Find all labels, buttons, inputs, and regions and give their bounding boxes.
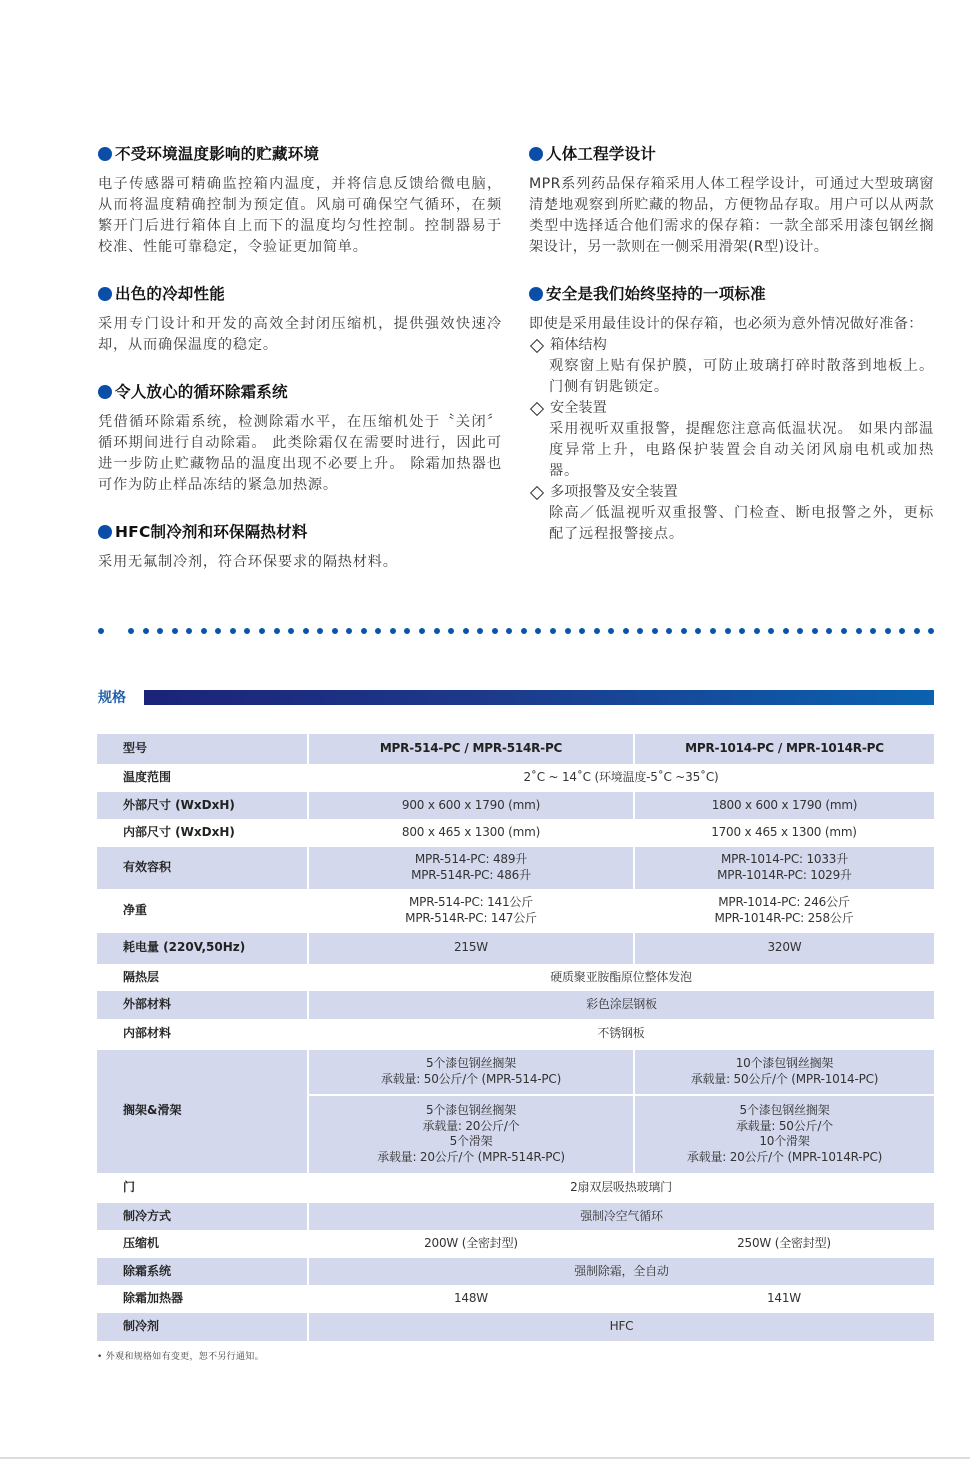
table-row-ext-dim bbox=[97, 792, 934, 820]
spec-table bbox=[97, 734, 934, 1341]
dot-icon bbox=[288, 628, 294, 634]
footnote: • 外观和规格如有变更，恕不另行通知。 bbox=[97, 1352, 264, 1362]
value-line: MPR-1014R-PC: 258公斤 bbox=[714, 910, 854, 925]
row-label: 搁架&滑架 bbox=[97, 1050, 308, 1173]
value-line: 承载量: 20公斤/个 bbox=[422, 1118, 520, 1133]
table-row-insulation bbox=[97, 964, 934, 992]
value-b: 141W bbox=[634, 1285, 934, 1313]
dot-icon bbox=[681, 628, 687, 634]
feature-hfc-refrigerant bbox=[98, 520, 502, 573]
row-label: 外部尺寸 (WxDxH) bbox=[97, 792, 308, 820]
value-line: 承载量: 50公斤/个 (MPR-514-PC) bbox=[380, 1071, 562, 1086]
features-right-column bbox=[529, 142, 934, 593]
bullet-icon bbox=[98, 525, 112, 539]
dot-icon bbox=[274, 628, 280, 634]
table-row-net-weight bbox=[97, 889, 934, 933]
table-row-door bbox=[97, 1173, 934, 1203]
dot-icon bbox=[434, 628, 440, 634]
dot-icon bbox=[477, 628, 483, 634]
value-line: 承载量: 50公斤/个 bbox=[736, 1118, 833, 1133]
feature-safety-standard bbox=[529, 282, 934, 545]
dot-icon bbox=[812, 628, 818, 634]
row-value: 强制除霜，全自动 bbox=[308, 1258, 934, 1286]
bullet-icon bbox=[98, 385, 112, 399]
dot-icon bbox=[186, 628, 192, 634]
value-a bbox=[308, 889, 634, 933]
dot-icon bbox=[841, 628, 847, 634]
dot-icon bbox=[623, 628, 629, 634]
safety-item-device bbox=[529, 398, 934, 482]
safety-item-head: 多项报警及安全装置 bbox=[550, 484, 678, 500]
dot-icon bbox=[172, 628, 178, 634]
bullet-icon bbox=[529, 147, 543, 161]
dot-icon bbox=[885, 628, 891, 634]
row-value: 硬质聚亚胺酯原位整体发泡 bbox=[308, 964, 934, 992]
row-value: 彩色涂层钢板 bbox=[308, 991, 934, 1019]
feature-intro: 即使是采用最佳设计的保存箱，也必须为意外情况做好准备： bbox=[529, 316, 923, 332]
dot-icon bbox=[666, 628, 672, 634]
features-left-column bbox=[98, 142, 502, 593]
row-label: 压缩机 bbox=[97, 1230, 308, 1258]
value-b bbox=[634, 847, 934, 889]
safety-item-cabinet bbox=[529, 335, 934, 398]
dot-icon bbox=[303, 628, 309, 634]
dot-icon bbox=[826, 628, 832, 634]
value-a bbox=[308, 1050, 634, 1095]
dot-icon bbox=[448, 628, 454, 634]
table-row-compressor bbox=[97, 1230, 934, 1258]
row-value: 2扇双层吸热玻璃门 bbox=[308, 1173, 934, 1203]
feature-ergonomic-design bbox=[529, 142, 934, 258]
value-line: 承载量: 20公斤/个 (MPR-514R-PC) bbox=[377, 1149, 565, 1164]
value-a bbox=[308, 1095, 634, 1173]
value-line: MPR-1014-PC: 246公斤 bbox=[718, 895, 850, 909]
dot-icon bbox=[230, 628, 236, 634]
dot-icon bbox=[535, 628, 541, 634]
value-line: 10个漆包钢丝搁架 bbox=[735, 1056, 834, 1070]
dot-icon bbox=[899, 628, 905, 634]
model-a-header: MPR-514-PC / MPR-514R-PC bbox=[308, 734, 634, 764]
row-label: 型号 bbox=[97, 734, 308, 764]
safety-item-alarms bbox=[529, 482, 934, 545]
value-a: 215W bbox=[308, 933, 634, 964]
dot-icon bbox=[783, 628, 789, 634]
value-line: MPR-514R-PC: 147公斤 bbox=[405, 910, 537, 925]
dot-icon bbox=[550, 628, 556, 634]
row-value: 2˚C ~ 14˚C (环境温度-5˚C ~35˚C) bbox=[308, 764, 934, 792]
table-row-defrost bbox=[97, 1258, 934, 1286]
feature-storage-environment bbox=[98, 142, 502, 258]
value-a: 900 x 600 x 1790 (mm) bbox=[308, 792, 634, 820]
dot-icon bbox=[856, 628, 862, 634]
dot-icon bbox=[259, 628, 265, 634]
model-b-header: MPR-1014-PC / MPR-1014R-PC bbox=[634, 734, 934, 764]
dot-icon bbox=[914, 628, 920, 634]
row-label: 除霜系统 bbox=[97, 1258, 308, 1286]
value-a: 800 x 465 x 1300 (mm) bbox=[308, 819, 634, 847]
dot-icon bbox=[361, 628, 367, 634]
row-label: 隔热层 bbox=[97, 964, 308, 992]
feature-title: 人体工程学设计 bbox=[546, 145, 656, 163]
row-label: 有效容积 bbox=[97, 847, 308, 889]
dot-icon bbox=[463, 628, 469, 634]
value-line: 5个漆包钢丝搁架 bbox=[425, 1056, 517, 1070]
bullet-icon bbox=[98, 147, 112, 161]
dot-icon bbox=[608, 628, 614, 634]
value-line: 5个滑架 bbox=[449, 1134, 493, 1148]
value-line: MPR-514-PC: 489升 bbox=[414, 852, 528, 866]
value-b bbox=[634, 889, 934, 933]
row-label: 门 bbox=[97, 1173, 308, 1203]
safety-item-text: 观察窗上贴有保护膜，可防止玻璃打碎时散落到地板上。门侧有钥匙锁定。 bbox=[549, 358, 934, 395]
value-line: 5个漆包钢丝搁架 bbox=[739, 1103, 830, 1117]
dot-icon bbox=[928, 628, 934, 634]
table-row-ext-material bbox=[97, 991, 934, 1019]
value-line: 5个漆包钢丝搁架 bbox=[425, 1103, 517, 1117]
dot-icon bbox=[565, 628, 571, 634]
row-label: 净重 bbox=[97, 889, 308, 933]
dotted-divider bbox=[98, 628, 938, 636]
feature-title: 不受环境温度影响的贮藏环境 bbox=[115, 145, 320, 163]
value-b: 320W bbox=[634, 933, 934, 964]
row-label: 制冷剂 bbox=[97, 1313, 308, 1341]
row-label: 外部材料 bbox=[97, 991, 308, 1019]
safety-item-head: 安全装置 bbox=[550, 400, 607, 416]
table-row-refrigerant bbox=[97, 1313, 934, 1341]
table-row-shelves-pc bbox=[97, 1050, 934, 1095]
value-a bbox=[308, 847, 634, 889]
feature-title: 令人放心的循环除霜系统 bbox=[115, 383, 288, 401]
table-row-power bbox=[97, 933, 934, 964]
row-label: 内部材料 bbox=[97, 1019, 308, 1050]
feature-title: 出色的冷却性能 bbox=[115, 285, 225, 303]
value-b bbox=[634, 1095, 934, 1173]
row-label: 制冷方式 bbox=[97, 1203, 308, 1231]
dot-icon bbox=[521, 628, 527, 634]
safety-item-head: 箱体结构 bbox=[550, 337, 607, 353]
value-line: 10个滑架 bbox=[759, 1134, 810, 1148]
table-row-int-material bbox=[97, 1019, 934, 1050]
dot-icon bbox=[725, 628, 731, 634]
value-line: MPR-1014-PC: 1033升 bbox=[720, 852, 849, 866]
table-row-capacity bbox=[97, 847, 934, 889]
value-line: MPR-514-PC: 141公斤 bbox=[409, 895, 533, 909]
row-label: 温度范围 bbox=[97, 764, 308, 792]
features-section bbox=[98, 142, 934, 593]
feature-title: 安全是我们始终坚持的一项标准 bbox=[546, 285, 766, 303]
table-row-cooling bbox=[97, 1203, 934, 1231]
bullet-icon bbox=[529, 287, 543, 301]
dot-icon bbox=[215, 628, 221, 634]
row-label: 内部尺寸 (WxDxH) bbox=[97, 819, 308, 847]
value-line: 承载量: 20公斤/个 (MPR-1014R-PC) bbox=[686, 1149, 883, 1164]
dot-icon bbox=[637, 628, 643, 634]
feature-body: MPR系列药品保存箱采用人体工程学设计，可通过大型玻璃窗清楚地观察到所贮藏的物品，方便物品存取。用户可以从两款类型中选择适合他们需求的保存箱：一款全部采用漆包钢丝搁架设计，另一款则在一侧采用滑架(R型)设计。 bbox=[529, 176, 934, 255]
feature-cooling-performance bbox=[98, 282, 502, 356]
dot-icon bbox=[870, 628, 876, 634]
value-b: 250W (全密封型) bbox=[634, 1230, 934, 1258]
dot-icon bbox=[797, 628, 803, 634]
value-line: MPR-514R-PC: 486升 bbox=[411, 867, 531, 882]
row-label: 耗电量 (220V,50Hz) bbox=[97, 933, 308, 964]
table-row-defrost-heater bbox=[97, 1285, 934, 1313]
dot-icon bbox=[506, 628, 512, 634]
diamond-icon bbox=[530, 401, 544, 415]
feature-body: 凭借循环除霜系统，检测除霜水平，在压缩机处于〝关闭〞循环期间进行自动除霜。 此类除霜仅在需要时进行，因此可进一步防止贮藏物品的温度出现不必要上升。 除霜加热器也可作为防止样品冻结的紧急加热源。 bbox=[98, 414, 502, 493]
dot-icon bbox=[157, 628, 163, 634]
dot-icon bbox=[128, 628, 134, 634]
diamond-icon bbox=[530, 485, 544, 499]
dot-icon bbox=[579, 628, 585, 634]
value-b bbox=[634, 1050, 934, 1095]
dot-icon bbox=[201, 628, 207, 634]
feature-body: 采用无氟制冷剂，符合环保要求的隔热材料。 bbox=[98, 554, 398, 570]
dot-icon bbox=[695, 628, 701, 634]
diamond-icon bbox=[530, 338, 544, 352]
row-value: HFC bbox=[308, 1313, 934, 1341]
table-row-header bbox=[97, 734, 934, 764]
dot-icon bbox=[346, 628, 352, 634]
dot-icon bbox=[143, 628, 149, 634]
spec-title-bar bbox=[144, 690, 934, 705]
value-a: 148W bbox=[308, 1285, 634, 1313]
dot-icon bbox=[317, 628, 323, 634]
value-line: MPR-1014R-PC: 1029升 bbox=[717, 867, 852, 882]
spec-section-header bbox=[98, 688, 934, 706]
dot-icon bbox=[739, 628, 745, 634]
table-row-temp-range bbox=[97, 764, 934, 792]
value-a: 200W (全密封型) bbox=[308, 1230, 634, 1258]
value-b: 1700 x 465 x 1300 (mm) bbox=[634, 819, 934, 847]
value-line: 承载量: 50公斤/个 (MPR-1014-PC) bbox=[690, 1071, 879, 1086]
dot-icon bbox=[98, 628, 104, 634]
safety-item-text: 采用视听双重报警，提醒您注意高低温状况。 如果内部温度异常上升，电路保护装置会自动关闭风扇电机或加热器。 bbox=[549, 421, 934, 479]
dot-icon bbox=[419, 628, 425, 634]
dot-icon bbox=[244, 628, 250, 634]
spec-section-title: 规格 bbox=[98, 690, 126, 706]
dot-icon bbox=[768, 628, 774, 634]
feature-body: 电子传感器可精确监控箱内温度，并将信息反馈给微电脑，从而将温度精确控制为预定值。风扇可确保空气循环，在频繁开门后进行箱体自上而下的温度均匀性控制。控制器易于校准、性能可靠稳定，令验证更加简单。 bbox=[98, 176, 502, 255]
safety-item-text: 除高／低温视听双重报警、门检查、断电报警之外，更标配了远程报警接点。 bbox=[549, 505, 934, 542]
dot-icon bbox=[332, 628, 338, 634]
row-value: 不锈钢板 bbox=[308, 1019, 934, 1050]
row-label: 除霜加热器 bbox=[97, 1285, 308, 1313]
dot-icon bbox=[710, 628, 716, 634]
dot-icon bbox=[492, 628, 498, 634]
feature-title: HFC制冷剂和环保隔热材料 bbox=[115, 523, 308, 541]
dot-icon bbox=[404, 628, 410, 634]
feature-defrost-system bbox=[98, 380, 502, 496]
bullet-icon bbox=[98, 287, 112, 301]
value-b: 1800 x 600 x 1790 (mm) bbox=[634, 792, 934, 820]
feature-body: 采用专门设计和开发的高效全封闭压缩机，提供强效快速冷却，从而确保温度的稳定。 bbox=[98, 316, 502, 353]
table-row-int-dim bbox=[97, 819, 934, 847]
dot-icon bbox=[754, 628, 760, 634]
dot-icon bbox=[652, 628, 658, 634]
row-value: 强制冷空气循环 bbox=[308, 1203, 934, 1231]
dot-icon bbox=[594, 628, 600, 634]
dot-icon bbox=[390, 628, 396, 634]
dot-icon bbox=[375, 628, 381, 634]
